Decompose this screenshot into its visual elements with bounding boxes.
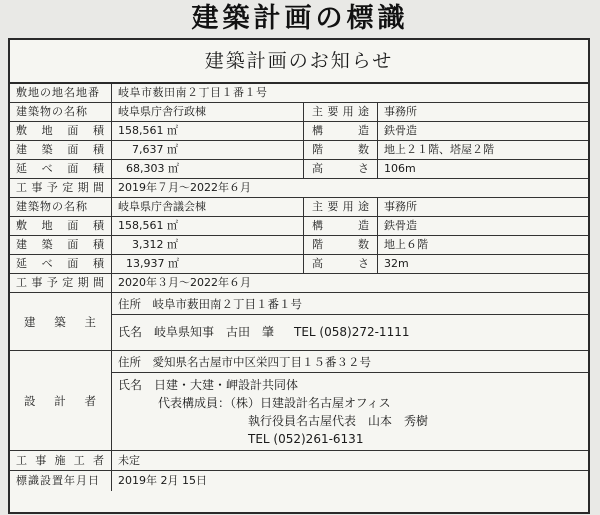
b2-site-area: 158,561 ㎡ — [112, 217, 304, 235]
b1-building-area-label: 建築面積 — [10, 141, 112, 159]
b1-name-label: 建築物の名称 — [10, 103, 112, 121]
b1-floor-area-label: 延べ面積 — [10, 160, 112, 178]
b1-building-area-row — [10, 141, 588, 160]
b2-height: 32m — [384, 257, 409, 270]
b1-height-label: 高さ — [304, 160, 378, 178]
sign-title: 建築計画の標識 — [191, 3, 409, 34]
owner-block — [10, 293, 588, 351]
b2-name-row — [10, 198, 588, 217]
b1-height: 106m — [384, 162, 416, 175]
b2-name: 岐阜県庁舎議会棟 — [112, 198, 304, 216]
b1-use-label: 主要用途 — [304, 103, 378, 121]
site-row — [10, 84, 588, 103]
b2-use: 事務所 — [384, 200, 417, 213]
designer-officer: 執行役員名古屋代表 山本 秀樹 — [248, 414, 429, 428]
notice-board — [8, 38, 590, 514]
site-label: 敷地の地名地番 — [10, 84, 112, 102]
b1-site-area-label: 敷地面積 — [10, 122, 112, 140]
owner-tel: TEL (058)272-1111 — [294, 325, 410, 339]
designer-block — [10, 351, 588, 451]
contractor-value: 未定 — [118, 454, 140, 467]
b1-period-row — [10, 179, 588, 198]
designer-rep: 代表構成員：（株）日建設計名古屋オフィス — [158, 396, 391, 410]
b1-floor-area: 68,303 ㎡ — [112, 160, 304, 178]
b2-site-area-row — [10, 217, 588, 236]
b2-building-area: 3,312 ㎡ — [112, 236, 304, 254]
contractor-row — [10, 451, 588, 471]
b1-floor-area-row — [10, 160, 588, 179]
contractor-label: 工事施工者 — [10, 451, 112, 470]
b2-use-label: 主要用途 — [304, 198, 378, 216]
notice-title: 建築計画のお知らせ — [10, 40, 588, 84]
install-date-label: 標識設置年月日 — [10, 471, 112, 491]
b1-name-row — [10, 103, 588, 122]
owner-content — [112, 293, 588, 350]
b2-name-label: 建築物の名称 — [10, 198, 112, 216]
b2-period: 2020年３月～2022年６月 — [118, 276, 251, 289]
designer-details — [112, 373, 588, 450]
b2-period-row — [10, 274, 588, 293]
b2-floor-area-row — [10, 255, 588, 274]
b2-floors: 地上６階 — [384, 238, 428, 251]
b2-site-area-label: 敷地面積 — [10, 217, 112, 235]
b2-building-area-label: 建築面積 — [10, 236, 112, 254]
designer-content — [112, 351, 588, 450]
designer-address: 住所 愛知県名古屋市中区栄四丁目１５番３２号 — [112, 351, 588, 373]
owner-name: 氏名 岐阜県知事 古田 肇 — [118, 325, 275, 339]
designer-tel: TEL (052)261-6131 — [248, 432, 364, 446]
owner-name-line — [112, 315, 588, 350]
designer-label: 設計者 — [24, 393, 97, 408]
install-date-value: 2019年 2月 15日 — [118, 474, 207, 487]
b1-period-label: 工事予定期間 — [10, 179, 112, 197]
b1-floors: 地上２１階、塔屋２階 — [384, 143, 494, 156]
b2-floor-area: 13,937 ㎡ — [112, 255, 304, 273]
b2-period-label: 工事予定期間 — [10, 274, 112, 292]
b2-structure: 鉄骨造 — [384, 219, 417, 232]
designer-name: 氏名 日建・大建・岬設計共同体 — [118, 378, 299, 392]
b1-structure: 鉄骨造 — [384, 124, 417, 137]
site-value: 岐阜市薮田南２丁目１番１号 — [118, 86, 268, 99]
owner-label: 建築主 — [24, 314, 97, 329]
owner-address: 住所 岐阜市薮田南２丁目１番１号 — [112, 293, 588, 315]
b2-floor-area-label: 延べ面積 — [10, 255, 112, 273]
b1-site-area-row — [10, 122, 588, 141]
b2-structure-label: 構造 — [304, 217, 378, 235]
b1-structure-label: 構造 — [304, 122, 378, 140]
b2-height-label: 高さ — [304, 255, 378, 273]
b2-floors-label: 階数 — [304, 236, 378, 254]
b1-building-area: 7,637 ㎡ — [112, 141, 304, 159]
install-date-row — [10, 471, 588, 491]
notice-table — [10, 84, 588, 491]
b1-use: 事務所 — [384, 105, 417, 118]
b2-building-area-row — [10, 236, 588, 255]
b1-floors-label: 階数 — [304, 141, 378, 159]
b1-site-area: 158,561 ㎡ — [112, 122, 304, 140]
b1-period: 2019年７月～2022年６月 — [118, 181, 251, 194]
b1-name: 岐阜県庁舎行政棟 — [112, 103, 304, 121]
